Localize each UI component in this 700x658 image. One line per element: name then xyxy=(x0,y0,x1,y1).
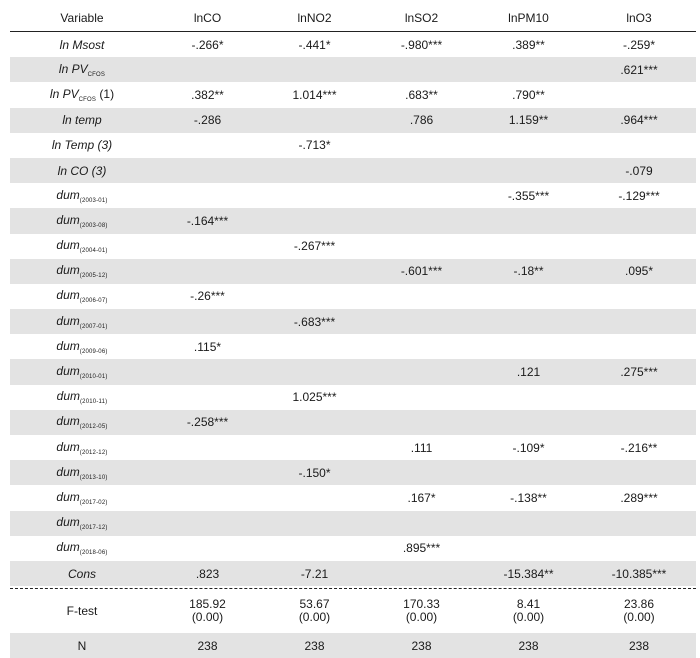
row-label xyxy=(10,389,154,405)
coefficient-cell: -15.384** xyxy=(503,566,554,581)
row-label-subscript: (2017-12) xyxy=(79,525,108,532)
ftest-value: 23.86 xyxy=(623,597,655,612)
coefficient-cell: .964*** xyxy=(620,113,658,128)
table-row xyxy=(10,208,696,233)
table-body xyxy=(10,32,696,586)
row-label xyxy=(10,515,154,531)
table-row xyxy=(10,561,696,586)
row-label-subscript: CFOS xyxy=(78,96,97,103)
coefficient-cell: -.286 xyxy=(193,113,222,128)
row-label-text: dum xyxy=(56,389,80,404)
coefficient-cell: -.266* xyxy=(191,37,224,52)
coefficient-cell: -.26*** xyxy=(190,289,225,304)
row-label-text: dum xyxy=(56,238,80,253)
ftest-value: 8.41 xyxy=(516,597,541,612)
coefficient-cell: .095* xyxy=(624,264,654,279)
table-row xyxy=(10,410,696,435)
row-label-subscript: (2005-12) xyxy=(79,273,108,280)
n-value: 238 xyxy=(628,638,650,653)
coefficient-cell: -.109* xyxy=(512,440,545,455)
ftest-pvalue: (0.00) xyxy=(512,610,545,625)
n-value: 238 xyxy=(304,638,325,653)
row-label xyxy=(10,188,154,204)
coefficient-cell: -.216** xyxy=(620,440,658,455)
table-row xyxy=(10,259,696,284)
ftest-pvalue: (0.00) xyxy=(623,610,655,625)
coefficient-cell: .289*** xyxy=(620,490,658,505)
ftest-row xyxy=(10,588,696,633)
coefficient-cell: -.355*** xyxy=(507,188,550,203)
n-value: 238 xyxy=(518,638,539,653)
row-label-text: ln PV xyxy=(49,86,79,101)
coefficient-cell: 1.014*** xyxy=(292,87,337,102)
ftest-value: 53.67 xyxy=(299,597,330,612)
row-label xyxy=(10,138,154,152)
coefficient-cell: -.150* xyxy=(298,465,331,480)
coefficient-cell: -10.385*** xyxy=(611,566,667,581)
row-label-text: ln CO (3) xyxy=(57,163,107,178)
ftest-value: 185.92 xyxy=(189,597,226,612)
row-label-text: dum xyxy=(56,364,80,379)
row-label-subscript: (2010-01) xyxy=(79,374,108,381)
row-label-subscript: (2013-10) xyxy=(79,474,108,481)
coefficient-cell: -.138** xyxy=(510,490,547,505)
ftest-pvalue: (0.00) xyxy=(405,610,438,625)
coefficient-cell: -.980*** xyxy=(400,37,443,52)
n-value: 238 xyxy=(197,638,218,653)
coefficient-cell: -.683*** xyxy=(293,314,336,329)
row-label-subscript: (2004-01) xyxy=(79,248,108,255)
row-label-text: dum xyxy=(56,464,80,479)
header-lnno2: lnNO2 xyxy=(297,10,332,25)
row-label xyxy=(10,414,154,430)
row-label-suffix: (1) xyxy=(96,86,115,101)
n-value: 238 xyxy=(411,638,432,653)
coefficient-cell: -.713* xyxy=(298,138,331,153)
coefficient-cell: .621*** xyxy=(620,62,658,77)
coefficient-cell: 1.159** xyxy=(508,113,549,128)
table-row xyxy=(10,385,696,410)
row-label xyxy=(10,62,154,78)
table-row xyxy=(10,108,696,133)
ftest-pvalue: (0.00) xyxy=(191,610,224,625)
table-row xyxy=(10,57,696,82)
coefficient-cell: .111 xyxy=(410,440,433,455)
row-label-text: dum xyxy=(56,439,80,454)
header-row xyxy=(10,4,696,32)
coefficient-cell: -.441* xyxy=(298,37,331,52)
table-row xyxy=(10,435,696,460)
row-label-text: dum xyxy=(56,187,80,202)
ftest-cell xyxy=(154,598,261,624)
table-row xyxy=(10,133,696,158)
n-row xyxy=(10,633,696,658)
row-label-subscript: (2007-01) xyxy=(79,323,108,330)
table-row xyxy=(10,234,696,259)
row-label xyxy=(10,164,154,178)
table-row xyxy=(10,536,696,561)
table-row xyxy=(10,485,696,510)
table-row xyxy=(10,309,696,334)
row-label-subscript: (2012-12) xyxy=(79,449,108,456)
table-row xyxy=(10,284,696,309)
ftest-cell xyxy=(368,598,475,624)
row-label xyxy=(10,38,154,52)
row-label xyxy=(10,490,154,506)
row-label xyxy=(10,288,154,304)
row-label xyxy=(10,540,154,556)
row-label-text: Cons xyxy=(67,566,96,581)
row-label-text: ln temp xyxy=(62,113,102,128)
table-row xyxy=(10,460,696,485)
row-label-subscript: (2009-06) xyxy=(79,348,108,355)
coefficient-cell: .115* xyxy=(193,339,222,354)
row-label-subscript: (2003-01) xyxy=(79,197,108,204)
table-row xyxy=(10,32,696,57)
row-label-subscript: CFOS xyxy=(87,71,106,78)
row-label-subscript: (2012-05) xyxy=(79,424,108,431)
row-label xyxy=(10,314,154,330)
row-label-text: dum xyxy=(56,540,80,555)
row-label xyxy=(10,339,154,355)
row-label-text: ln PV xyxy=(58,61,88,76)
coefficient-cell: -.601*** xyxy=(400,264,443,279)
coefficient-cell: .790** xyxy=(512,87,545,102)
row-label xyxy=(10,263,154,279)
n-label: N xyxy=(77,638,87,653)
regression-table xyxy=(10,4,696,658)
row-label-subscript: (2017-02) xyxy=(79,499,108,506)
coefficient-cell: -.258*** xyxy=(186,415,229,430)
ftest-cell xyxy=(261,598,368,624)
ftest-pvalue: (0.00) xyxy=(298,610,331,625)
coefficient-cell: -.18** xyxy=(513,264,544,279)
row-label-text: dum xyxy=(56,313,80,328)
coefficient-cell: -.259* xyxy=(622,37,656,52)
ftest-cell xyxy=(475,598,582,624)
coefficient-cell: .683** xyxy=(405,87,438,102)
row-label-text: dum xyxy=(56,414,80,429)
coefficient-cell: .275*** xyxy=(620,365,658,380)
coefficient-cell: -.267*** xyxy=(293,239,336,254)
header-lnco: lnCO xyxy=(193,10,222,25)
row-label xyxy=(10,213,154,229)
row-label xyxy=(10,465,154,481)
row-label-text: dum xyxy=(56,515,80,530)
coefficient-cell: -.129*** xyxy=(618,188,660,203)
header-lno3: lnO3 xyxy=(626,10,652,25)
row-label xyxy=(10,440,154,456)
coefficient-cell: 1.025*** xyxy=(292,390,337,405)
coefficient-cell: -.079 xyxy=(625,163,653,178)
row-label xyxy=(10,113,154,127)
row-label-subscript: (2010-11) xyxy=(79,399,108,406)
table-row xyxy=(10,511,696,536)
table-row xyxy=(10,334,696,359)
table-row xyxy=(10,82,696,107)
coefficient-cell: .895*** xyxy=(402,541,441,556)
row-label-text: dum xyxy=(56,338,80,353)
row-label-subscript: (2003-08) xyxy=(79,222,108,229)
row-label-subscript: (2006-07) xyxy=(79,298,108,305)
table-row xyxy=(10,183,696,208)
row-label-text: dum xyxy=(56,263,80,278)
table-row xyxy=(10,359,696,384)
row-label xyxy=(10,87,154,103)
row-label-subscript: (2018-06) xyxy=(79,550,108,557)
coefficient-cell: .167* xyxy=(407,490,436,505)
coefficient-cell: .121 xyxy=(516,365,541,380)
ftest-label: F-test xyxy=(66,603,98,618)
header-lnso2: lnSO2 xyxy=(404,10,439,25)
row-label-text: dum xyxy=(56,288,80,303)
row-label xyxy=(10,364,154,380)
row-label-text: ln Msost xyxy=(59,37,105,52)
row-label-text: dum xyxy=(56,212,80,227)
table-row xyxy=(10,158,696,183)
row-label-text: ln Temp (3) xyxy=(51,138,113,153)
coefficient-cell: .823 xyxy=(195,566,220,581)
ftest-cell xyxy=(582,598,696,624)
row-label xyxy=(10,567,154,581)
ftest-value: 170.33 xyxy=(403,597,440,612)
coefficient-cell: .389** xyxy=(512,37,545,52)
coefficient-cell: -7.21 xyxy=(300,566,329,581)
coefficient-cell: -.164*** xyxy=(186,213,229,228)
header-lnpm10: lnPM10 xyxy=(508,10,549,25)
header-variable: Variable xyxy=(60,10,104,25)
coefficient-cell: .382** xyxy=(191,87,224,102)
row-label xyxy=(10,238,154,254)
coefficient-cell: .786 xyxy=(409,113,434,128)
row-label-text: dum xyxy=(56,489,80,504)
